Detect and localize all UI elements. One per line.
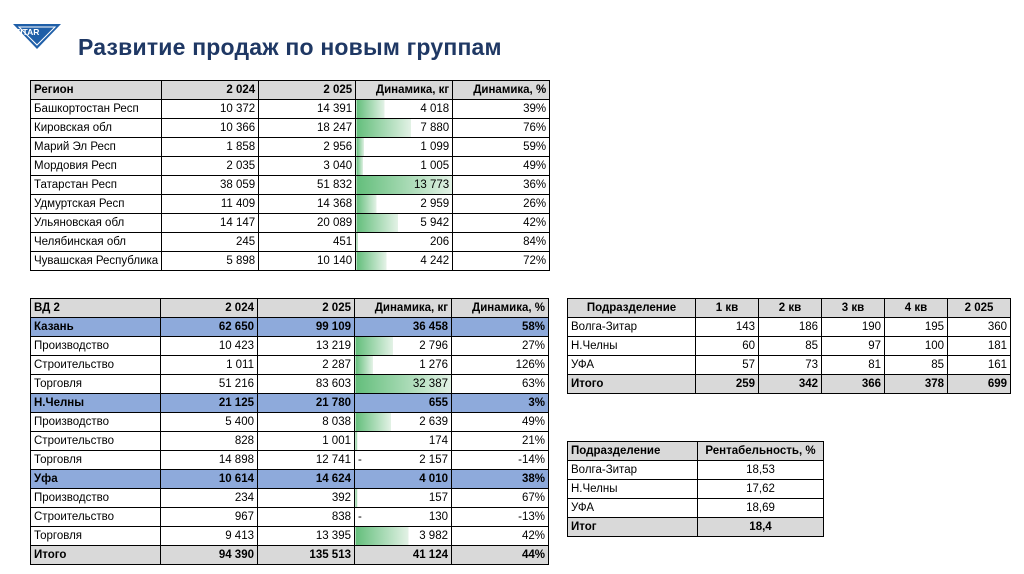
region-name: Удмуртская Респ — [31, 195, 162, 214]
table-row — [31, 432, 549, 451]
value-cell: 181 — [948, 337, 1011, 356]
value-cell: 21 125 — [161, 394, 258, 413]
row-label: Строительство — [31, 508, 161, 527]
quarter-table — [567, 298, 1011, 394]
table-row — [31, 337, 549, 356]
column-header: Динамика, кг — [355, 299, 452, 318]
value-cell: 195 — [885, 318, 948, 337]
value-cell: 10 140 — [259, 252, 356, 271]
table-row — [31, 119, 550, 138]
region-name: Кировская обл — [31, 119, 162, 138]
row-label: Казань — [31, 318, 161, 337]
table-row — [31, 138, 550, 157]
column-header: 2 025 — [948, 299, 1011, 318]
row-label: Н.Челны — [568, 480, 698, 499]
column-header: 2 025 — [258, 299, 355, 318]
value-cell: 451 — [259, 233, 356, 252]
value-cell: 85 — [885, 356, 948, 375]
value-cell: 157 — [355, 489, 452, 508]
row-label: Торговля — [31, 375, 161, 394]
value-cell: 11 409 — [162, 195, 259, 214]
value-cell: 161 — [948, 356, 1011, 375]
column-header: Подразделение — [568, 299, 696, 318]
value-cell: 21 780 — [258, 394, 355, 413]
row-label: Строительство — [31, 432, 161, 451]
value-cell: 38 059 — [162, 176, 259, 195]
column-header: 2 кв — [759, 299, 822, 318]
column-header: Динамика, % — [453, 81, 550, 100]
value-cell: 97 — [822, 337, 885, 356]
value-cell: 2 796 — [355, 337, 452, 356]
value-cell: 39% — [453, 100, 550, 119]
value-cell: 72% — [453, 252, 550, 271]
value-cell: 259 — [696, 375, 759, 394]
table-header-row — [568, 442, 824, 461]
total-row — [31, 546, 549, 565]
column-header: 2 025 — [259, 81, 356, 100]
table-row — [31, 157, 550, 176]
value-cell: 1 011 — [161, 356, 258, 375]
value-cell: 18,69 — [698, 499, 824, 518]
page-title: Развитие продаж по новым группам — [78, 34, 502, 60]
value-cell: 18,4 — [698, 518, 824, 537]
value-cell: 67% — [452, 489, 549, 508]
total-row — [568, 518, 824, 537]
value-cell: 36 458 — [355, 318, 452, 337]
value-cell: 366 — [822, 375, 885, 394]
row-label: УФА — [568, 499, 698, 518]
value-cell: 699 — [948, 375, 1011, 394]
value-cell: 42% — [452, 527, 549, 546]
value-cell: 27% — [452, 337, 549, 356]
value-cell: 13 773 — [356, 176, 453, 195]
table-row — [31, 233, 550, 252]
row-label: Волга-Зитар — [568, 318, 696, 337]
table-row — [568, 499, 824, 518]
value-cell: 99 109 — [258, 318, 355, 337]
table-row — [31, 356, 549, 375]
table-row — [31, 451, 549, 470]
value-cell: 32 387 — [355, 375, 452, 394]
value-cell: 1 276 — [355, 356, 452, 375]
value-cell: 392 — [258, 489, 355, 508]
value-cell: -13% — [452, 508, 549, 527]
value-cell: 14 147 — [162, 214, 259, 233]
column-header: Подразделение — [568, 442, 698, 461]
value-cell: 60 — [696, 337, 759, 356]
value-cell: 206 — [356, 233, 453, 252]
value-cell: 3 040 — [259, 157, 356, 176]
value-cell: 51 832 — [259, 176, 356, 195]
table-row — [568, 480, 824, 499]
value-cell: 126% — [452, 356, 549, 375]
row-label: Строительство — [31, 356, 161, 375]
value-cell: 174 — [355, 432, 452, 451]
row-label: Производство — [31, 413, 161, 432]
value-cell: 10 423 — [161, 337, 258, 356]
logo-text: ZITAR — [15, 27, 40, 37]
value-cell: 4 242 — [356, 252, 453, 271]
value-cell: 94 390 — [161, 546, 258, 565]
table-header-row — [31, 299, 549, 318]
value-cell: 1 001 — [258, 432, 355, 451]
value-cell: 5 942 — [356, 214, 453, 233]
table-row — [31, 214, 550, 233]
row-label: Итого — [568, 375, 696, 394]
zitar-logo — [13, 22, 61, 50]
row-label: Торговля — [31, 527, 161, 546]
value-cell: 190 — [822, 318, 885, 337]
table-row — [568, 318, 1011, 337]
table-row — [31, 195, 550, 214]
table-row — [568, 356, 1011, 375]
value-cell: 10 366 — [162, 119, 259, 138]
value-cell: 73 — [759, 356, 822, 375]
table-row — [31, 100, 550, 119]
value-cell: 81 — [822, 356, 885, 375]
value-cell: 5 898 — [162, 252, 259, 271]
value-cell: 100 — [885, 337, 948, 356]
value-cell: 14 391 — [259, 100, 356, 119]
value-cell: 20 089 — [259, 214, 356, 233]
value-cell: 63% — [452, 375, 549, 394]
value-cell: 12 741 — [258, 451, 355, 470]
value-cell: 36% — [453, 176, 550, 195]
value-cell: 62 650 — [161, 318, 258, 337]
table-row — [31, 252, 550, 271]
value-cell: 2 287 — [258, 356, 355, 375]
value-cell: 7 880 — [356, 119, 453, 138]
row-label: Производство — [31, 489, 161, 508]
row-label: Производство — [31, 337, 161, 356]
value-cell: 828 — [161, 432, 258, 451]
value-cell: 5 400 — [161, 413, 258, 432]
table-row — [31, 527, 549, 546]
value-cell: 49% — [453, 157, 550, 176]
value-cell: 59% — [453, 138, 550, 157]
value-cell: 38% — [452, 470, 549, 489]
column-header: 3 кв — [822, 299, 885, 318]
row-label: Итог — [568, 518, 698, 537]
value-cell: 9 413 — [161, 527, 258, 546]
value-cell: 2 035 — [162, 157, 259, 176]
value-cell: 84% — [453, 233, 550, 252]
column-header: 1 кв — [696, 299, 759, 318]
value-cell: 4 018 — [356, 100, 453, 119]
value-cell: 143 — [696, 318, 759, 337]
column-header: Рентабельность, % — [698, 442, 824, 461]
table-row — [31, 176, 550, 195]
region-name: Чувашская Республика — [31, 252, 162, 271]
group-row — [31, 470, 549, 489]
value-cell: 14 624 — [258, 470, 355, 489]
value-cell: 21% — [452, 432, 549, 451]
value-cell: 18 247 — [259, 119, 356, 138]
region-name: Ульяновская обл — [31, 214, 162, 233]
value-cell: 10 372 — [162, 100, 259, 119]
rent-table — [567, 441, 824, 537]
value-cell: 18,53 — [698, 461, 824, 480]
value-cell: 2 956 — [259, 138, 356, 157]
negative-sign: - — [358, 454, 362, 466]
row-label: Уфа — [31, 470, 161, 489]
region-name: Мордовия Респ — [31, 157, 162, 176]
column-header: 2 024 — [162, 81, 259, 100]
value-cell: 58% — [452, 318, 549, 337]
value-cell: 13 219 — [258, 337, 355, 356]
value-cell: 85 — [759, 337, 822, 356]
value-cell: -14% — [452, 451, 549, 470]
value-cell: 51 216 — [161, 375, 258, 394]
value-cell: 1 858 — [162, 138, 259, 157]
value-cell: 3% — [452, 394, 549, 413]
table-row — [31, 489, 549, 508]
value-cell: 26% — [453, 195, 550, 214]
value-cell: 655 — [355, 394, 452, 413]
value-cell: 14 898 — [161, 451, 258, 470]
value-cell: 83 603 — [258, 375, 355, 394]
value-cell: 42% — [453, 214, 550, 233]
table-row — [568, 337, 1011, 356]
column-header: ВД 2 — [31, 299, 161, 318]
value-cell: - 130 — [355, 508, 452, 527]
table-header-row — [31, 81, 550, 100]
region-table — [30, 80, 550, 271]
row-label: УФА — [568, 356, 696, 375]
row-label: Н.Челны — [568, 337, 696, 356]
table-row — [31, 413, 549, 432]
value-cell: 838 — [258, 508, 355, 527]
value-cell: 360 — [948, 318, 1011, 337]
region-name: Челябинская обл — [31, 233, 162, 252]
column-header: Регион — [31, 81, 162, 100]
value-cell: 17,62 — [698, 480, 824, 499]
region-name: Башкортостан Респ — [31, 100, 162, 119]
value-cell: 10 614 — [161, 470, 258, 489]
row-label: Торговля — [31, 451, 161, 470]
group-row — [31, 318, 549, 337]
column-header: Динамика, % — [452, 299, 549, 318]
column-header: 4 кв — [885, 299, 948, 318]
value-cell: 2 639 — [355, 413, 452, 432]
value-cell: 57 — [696, 356, 759, 375]
value-cell: 1 005 — [356, 157, 453, 176]
vd-table — [30, 298, 549, 565]
table-row — [31, 508, 549, 527]
value-cell: 135 513 — [258, 546, 355, 565]
value-cell: 49% — [452, 413, 549, 432]
negative-sign: - — [358, 511, 362, 523]
table-row — [31, 375, 549, 394]
value-cell: - 2 157 — [355, 451, 452, 470]
value-cell: 186 — [759, 318, 822, 337]
value-cell: 8 038 — [258, 413, 355, 432]
table-header-row — [568, 299, 1011, 318]
value-cell: 967 — [161, 508, 258, 527]
table-row — [568, 461, 824, 480]
value-cell: 245 — [162, 233, 259, 252]
row-label: Н.Челны — [31, 394, 161, 413]
value-cell: 234 — [161, 489, 258, 508]
value-cell: 2 959 — [356, 195, 453, 214]
total-row — [568, 375, 1011, 394]
column-header: 2 024 — [161, 299, 258, 318]
value-cell: 41 124 — [355, 546, 452, 565]
value-cell: 14 368 — [259, 195, 356, 214]
region-name: Марий Эл Респ — [31, 138, 162, 157]
region-name: Татарстан Респ — [31, 176, 162, 195]
row-label: Итого — [31, 546, 161, 565]
value-cell: 13 395 — [258, 527, 355, 546]
value-cell: 44% — [452, 546, 549, 565]
column-header: Динамика, кг — [356, 81, 453, 100]
value-cell: 76% — [453, 119, 550, 138]
value-cell: 3 982 — [355, 527, 452, 546]
group-row — [31, 394, 549, 413]
value-cell: 378 — [885, 375, 948, 394]
value-cell: 1 099 — [356, 138, 453, 157]
row-label: Волга-Зитар — [568, 461, 698, 480]
value-cell: 342 — [759, 375, 822, 394]
value-cell: 4 010 — [355, 470, 452, 489]
